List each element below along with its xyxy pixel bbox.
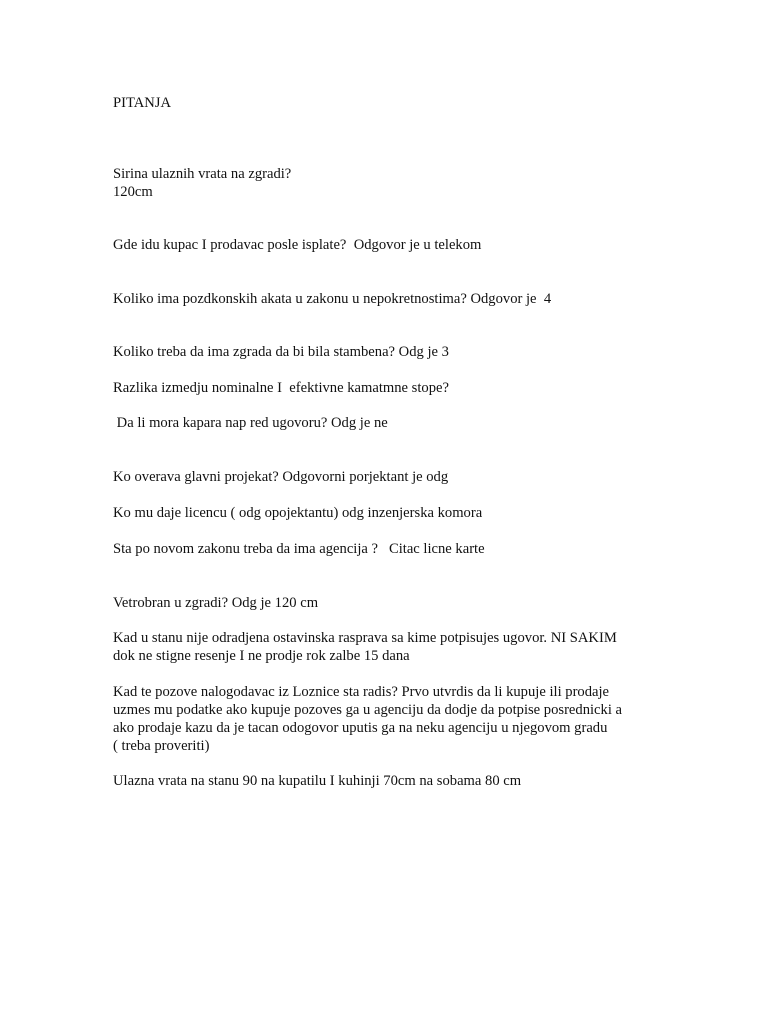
question-agency-requirement: Sta po novom zakonu treba da ima agencija ? Citac licne karte [113, 541, 485, 557]
paragraph-line: uzmes mu podatke ako kupuje pozoves ga u agenciju da dodje da potpise posrednicki a [113, 702, 623, 718]
question-client-call [113, 683, 653, 755]
question-main-project-verification: Ko overava glavni projekat? Odgovorni porjektant je odg [113, 469, 449, 485]
paragraph-line: Kad te pozove nalogodavac iz Loznice sta radis? Prvo utvrdis da li kupuje ili prodaje [113, 684, 610, 700]
question-bylaws-count: Koliko ima pozdkonskih akata u zakonu u nepokretnostima? Odgovor je 4 [113, 291, 552, 307]
question-license-issuer: Ko mu daje licencu ( odg opojektantu) odg inzenjerska komora [113, 505, 483, 521]
paragraph-line: dok ne stigne resenje I ne prodje rok zalbe 15 dana [113, 648, 410, 664]
question-inheritance-contract [113, 629, 653, 665]
question-door-widths: Ulazna vrata na stanu 90 na kupatilu I kuhinji 70cm na sobama 80 cm [113, 773, 522, 789]
document-heading: PITANJA [113, 95, 172, 111]
question-residential-building: Koliko treba da ima zgrada da bi bila stambena? Odg je 3 [113, 344, 449, 360]
question-entrance-door-width: Sirina ulaznih vrata na zgradi? [113, 166, 292, 182]
question-interest-rate-difference: Razlika izmedju nominalne I efektivne kamatmne stope? [113, 380, 449, 396]
answer-entrance-door-width: 120cm [113, 184, 153, 200]
question-deposit-contract: Da li mora kapara nap red ugovoru? Odg je ne [113, 415, 388, 431]
paragraph-line: ako prodaje kazu da je tacan odogovor uputis ga na neku agenciju u njegovom gradu [113, 720, 608, 736]
paragraph-line: Kad u stanu nije odradjena ostavinska rasprava sa kime potpisujes ugovor. NI SAKIM [113, 630, 617, 646]
question-after-payment: Gde idu kupac I prodavac posle isplate? Odgovor je u telekom [113, 237, 482, 253]
question-windbreak: Vetrobran u zgradi? Odg je 120 cm [113, 595, 319, 611]
paragraph-line: ( treba proveriti) [113, 738, 210, 754]
